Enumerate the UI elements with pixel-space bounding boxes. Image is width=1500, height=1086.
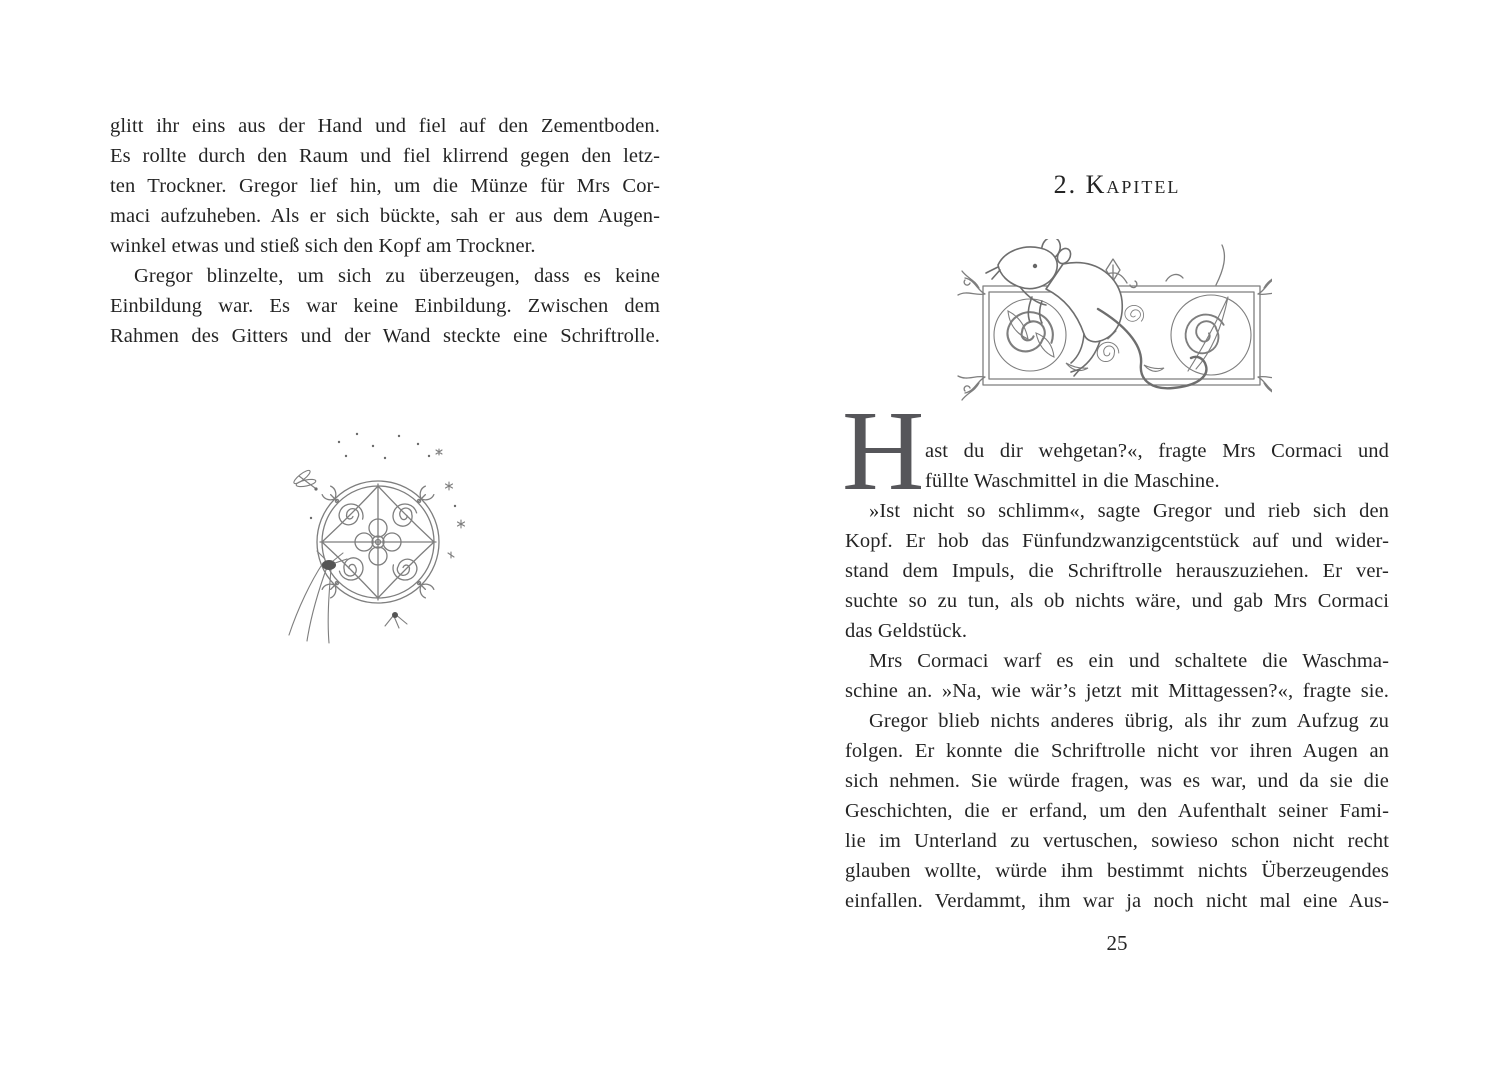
text-line: Rahmen des Gitters und der Wand steckte eine Schriftrolle. — [110, 325, 660, 347]
text-line: Gregor blieb nichts anderes übrig, als ihr zum Aufzug zu — [869, 710, 1389, 732]
text-line: das Geldstück. — [845, 620, 968, 642]
text-line: Geschichten, die er erfand, um den Aufenthalt seiner Fami- — [845, 800, 1389, 822]
rat-on-scrollwork-illustration-icon — [948, 239, 1272, 405]
right-page-text — [845, 436, 1389, 916]
drop-cap: H — [842, 387, 925, 514]
text-line: lie im Unterland zu vertuschen, sowieso schon nicht recht — [845, 830, 1389, 852]
large-insect-icon — [289, 551, 347, 643]
text-line: sich nehmen. Sie würde fragen, was es war, und da sie die — [845, 770, 1389, 792]
text-line: »Ist nicht so schlimm«, sagte Gregor und rieb sich den — [869, 500, 1389, 522]
rat-figure — [986, 239, 1206, 388]
small-insect-icon — [385, 612, 407, 628]
text-line: einfallen. Verdammt, ihm war ja noch nicht mal eine Aus- — [845, 890, 1389, 912]
text-line: maci aufzuheben. Als er sich bückte, sah er aus dem Augen- — [110, 205, 660, 227]
text-line: Es rollte durch den Raum und fiel klirrend gegen den letz- — [110, 145, 660, 167]
text-line: schine an. »Na, wie wär’s jetzt mit Mittagessen?«, fragte sie. — [845, 680, 1389, 702]
text-line: glitt ihr eins aus der Hand und fiel auf den Zementboden. — [110, 115, 660, 137]
text-line: ast du dir wehgetan?«, fragte Mrs Cormaci und — [925, 440, 1389, 462]
text-line: stand dem Impuls, die Schriftrolle herauszuziehen. Er ver- — [845, 560, 1389, 582]
dragonfly-icon — [292, 468, 317, 490]
text-line: ten Trockner. Gregor lief hin, um die Münze für Mrs Cor- — [110, 175, 660, 197]
text-line: Gregor blinzelte, um sich zu überzeugen, dass es keine — [134, 265, 660, 287]
text-line: Mrs Cormaci warf es ein und schaltete die Waschma- — [869, 650, 1389, 672]
text-line: Einbildung war. Es war keine Einbildung. Zwischen dem — [110, 295, 660, 317]
raised-tail-tip — [1216, 245, 1224, 285]
medallion-circle — [317, 481, 439, 603]
page-number: 25 — [1106, 931, 1128, 955]
chapter-heading: 2. Kapitel — [1053, 170, 1181, 199]
grate-medallion-ornament-icon — [281, 428, 489, 662]
right-page — [842, 0, 1389, 1086]
text-line: füllte Waschmittel in die Maschine. — [925, 470, 1220, 492]
text-line: folgen. Er konnte die Schriftrolle nicht vor ihren Augen an — [845, 740, 1389, 762]
text-line: Kopf. Er hob das Fünfundzwanzigcentstück auf und wider- — [845, 530, 1389, 552]
text-line: suchte so zu tun, als ob nichts wäre, und gab Mrs Cormaci — [845, 590, 1389, 612]
text-line: glauben wollte, würde ihm bestimmt nichts Überzeugendes — [845, 860, 1389, 882]
left-page-text — [110, 111, 660, 351]
drop-cap-spacer — [845, 436, 925, 496]
text-line: winkel etwas und stieß sich den Kopf am Trockner. — [110, 235, 536, 257]
